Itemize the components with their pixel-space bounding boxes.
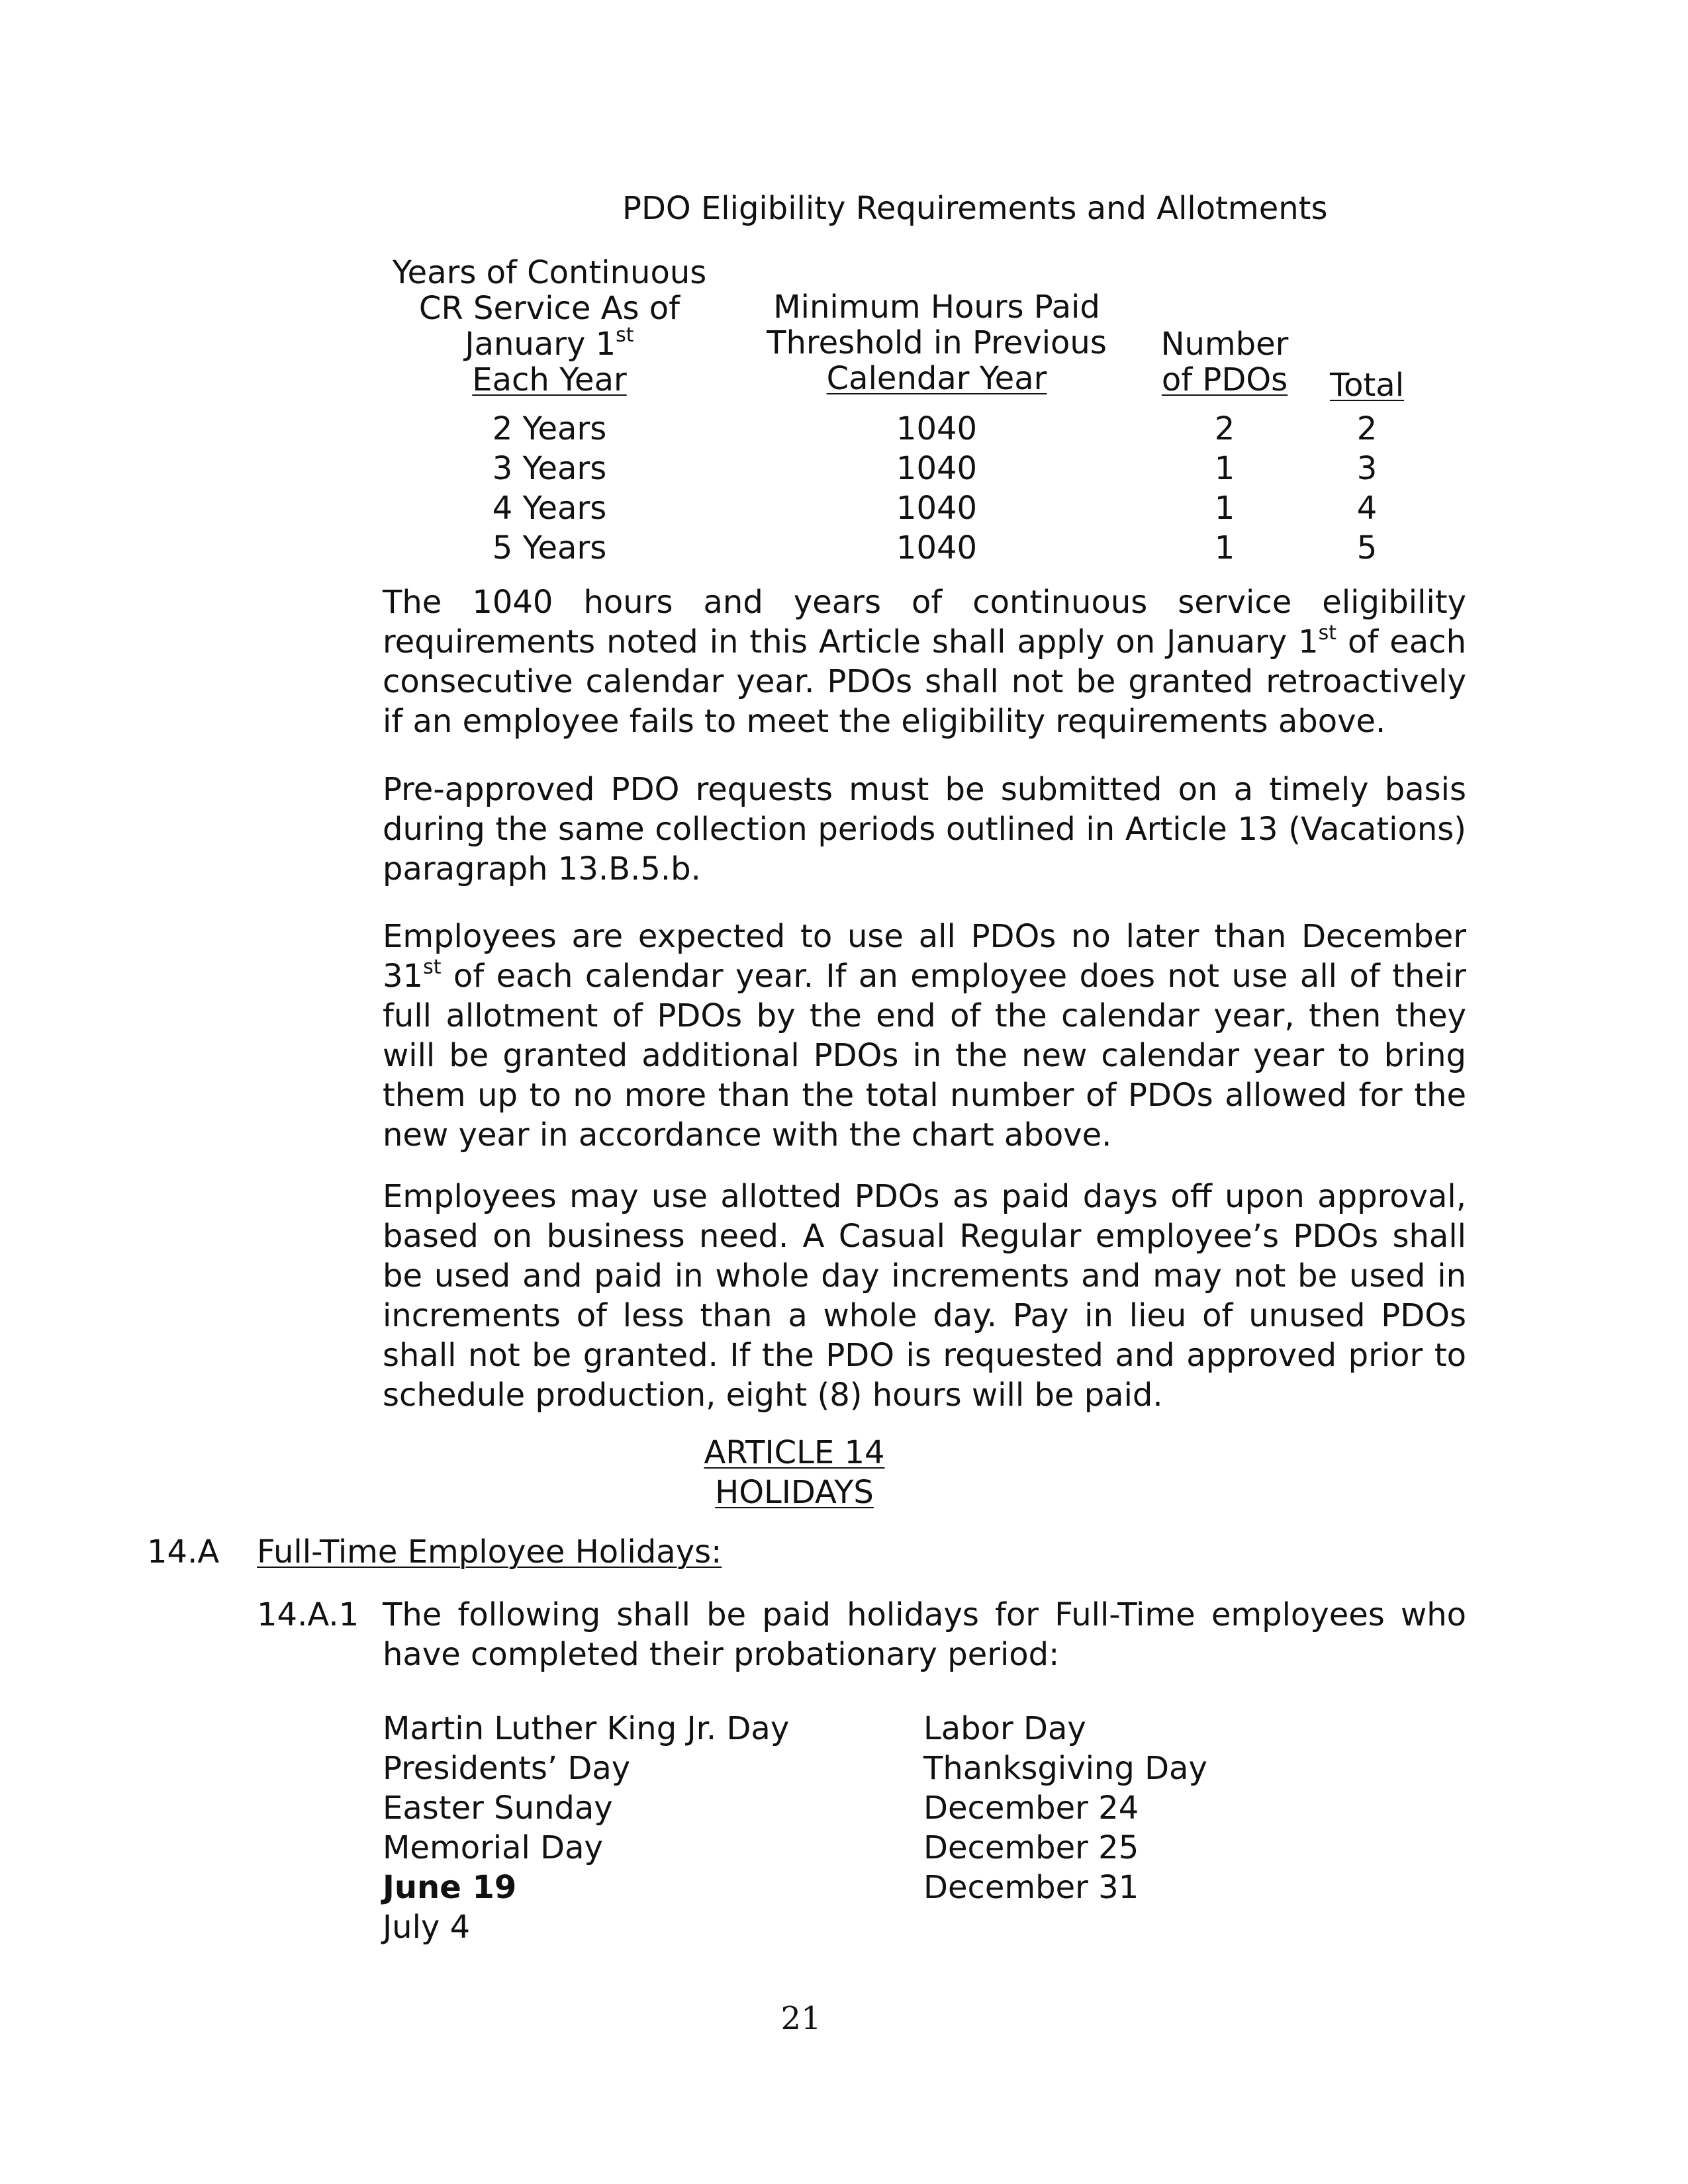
cell-years: 5 Years: [492, 529, 607, 567]
list-item: December 25: [923, 1829, 1139, 1866]
paragraph-use-part2: of each calendar year. If an employee does not use all of their full allotment of PDOs by the end of the calendar year, then they will be granted additional PDOs in the new calendar year to bring them up to no more than the total number of PDOs allowed for the new year in accordance with the chart above.: [383, 958, 1466, 1154]
header-min-line3: [761, 361, 1112, 396]
list-item: July 4: [383, 1909, 471, 1946]
page-number: 21: [780, 2000, 821, 2037]
header-years-of-service: [377, 255, 722, 398]
list-item: December 24: [923, 1790, 1139, 1827]
subsection-number: 14.A.1: [257, 1596, 359, 1633]
cell-number: 1: [1214, 450, 1235, 487]
table-row: [377, 449, 1430, 488]
list-item: June 19: [383, 1869, 517, 1906]
cell-number: 1: [1214, 529, 1235, 567]
header-years-line3: [377, 326, 722, 362]
header-num-line2-text: of PDOs: [1161, 361, 1288, 398]
article-subheading: [596, 1473, 993, 1512]
pdo-table-rows: [377, 409, 1430, 568]
paragraph-paid-days-off: Employees may use allotted PDOs as paid days off upon approval, based on business need. A Casual Regular employee’s PDOs shall be used and paid in whole day increments and may not be used in increments of less than a whole day. Pay in lieu of unused PDOs shall not be granted. If the PDO is requested and approved prior to schedule production, eight (8) hours will be paid.: [383, 1178, 1466, 1414]
paragraph-eligibility-part2: of each consecutive calendar year. PDOs shall not be granted retroactively if an employee fails to meet the eligibility requirements above.: [383, 623, 1466, 740]
header-total-text: Total: [1329, 367, 1405, 404]
list-item: Presidents’ Day: [383, 1750, 631, 1787]
list-item: Easter Sunday: [383, 1790, 613, 1827]
cell-number: 1: [1214, 490, 1235, 527]
subsection-text: The following shall be paid holidays for Full-Time employees who have completed their probationary period:: [383, 1596, 1466, 1673]
header-years-line3-text: January 1: [465, 326, 616, 363]
header-years-line3-sup: st: [616, 324, 634, 347]
article-heading: [596, 1433, 993, 1473]
cell-hours: 1040: [896, 410, 978, 447]
table-title: PDO Eligibility Requirements and Allotments: [622, 190, 1328, 227]
paragraph-use-part1: Employees are expected to use all PDOs no later than December 31: [383, 918, 1466, 995]
header-min-line2: Threshold in Previous: [767, 324, 1107, 361]
header-minimum-hours: [761, 289, 1112, 396]
paragraph-pre-approved: Pre-approved PDO requests must be submitted on a timely basis during the same collection periods outlined in Article 13 (Vacations) paragraph 13.B.5.b.: [383, 771, 1466, 887]
table-row: [377, 409, 1430, 449]
paragraph-eligibility-part1: The 1040 hours and years of continuous service eligibility requirements noted in this Article shall apply on January 1: [383, 584, 1466, 660]
cell-number: 2: [1214, 410, 1235, 447]
list-item: December 31: [923, 1869, 1139, 1906]
list-item: Memorial Day: [383, 1829, 603, 1866]
paragraph-use-sup: st: [423, 956, 442, 979]
list-item: Labor Day: [923, 1710, 1086, 1747]
holiday-list-left: [383, 1709, 789, 1947]
header-total: [1304, 367, 1430, 403]
article-subtitle: HOLIDAYS: [715, 1474, 874, 1511]
paragraph-eligibility: [383, 582, 1466, 741]
cell-total: 2: [1356, 410, 1378, 447]
header-years-line1: Years of Continuous: [392, 254, 707, 291]
cell-total: 5: [1356, 529, 1378, 567]
header-number-of-pdos: [1132, 326, 1317, 398]
header-min-line1: Minimum Hours Paid: [773, 289, 1100, 326]
table-row: [377, 528, 1430, 568]
section-number: 14.A: [147, 1533, 220, 1570]
holiday-list-right: [923, 1709, 1207, 1907]
header-years-line4-text: Each Year: [472, 361, 627, 398]
header-years-line4: [377, 362, 722, 398]
article-title: ARTICLE 14: [704, 1434, 885, 1471]
header-min-line3-text: Calendar Year: [826, 360, 1047, 397]
cell-hours: 1040: [896, 490, 978, 527]
header-num-line1: Number: [1160, 326, 1289, 363]
paragraph-use-by-year-end: [383, 917, 1466, 1155]
cell-hours: 1040: [896, 529, 978, 567]
paragraph-eligibility-sup: st: [1318, 621, 1337, 645]
header-total-line: [1304, 367, 1430, 403]
cell-total: 3: [1356, 450, 1378, 487]
cell-years: 3 Years: [492, 450, 607, 487]
cell-years: 2 Years: [492, 410, 607, 447]
cell-years: 4 Years: [492, 490, 607, 527]
section-title: Full-Time Employee Holidays:: [257, 1533, 722, 1570]
cell-total: 4: [1356, 490, 1378, 527]
cell-hours: 1040: [896, 450, 978, 487]
table-row: [377, 488, 1430, 528]
list-item: Martin Luther King Jr. Day: [383, 1710, 790, 1747]
header-years-line2: CR Service As of: [418, 290, 680, 327]
header-num-line2: [1132, 362, 1317, 398]
list-item: Thanksgiving Day: [923, 1750, 1207, 1787]
